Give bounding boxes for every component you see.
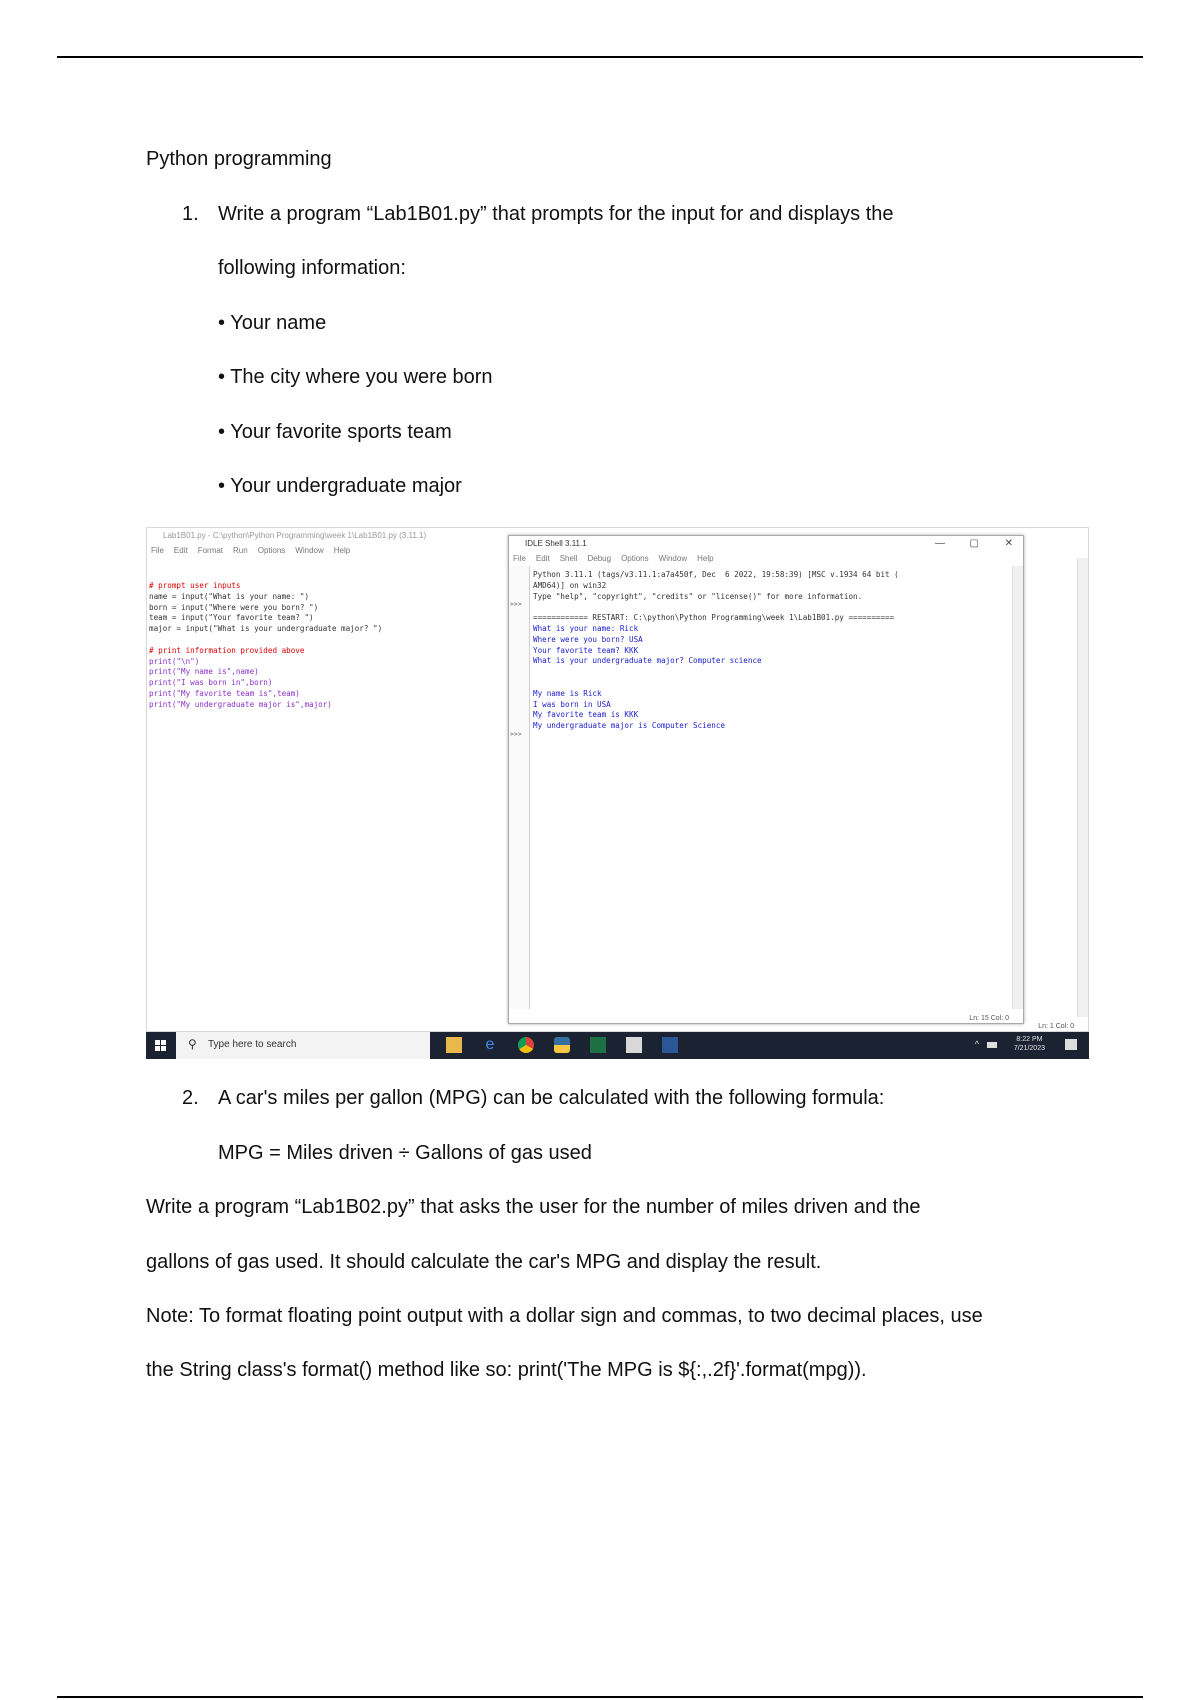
shell-menubar [509,552,720,566]
editor-menu-options[interactable]: Options [257,546,286,555]
python-icon[interactable] [554,1037,570,1053]
file-explorer-icon[interactable] [446,1037,462,1053]
q2-formula: MPG = Miles driven ÷ Gallons of gas used [218,1142,592,1164]
network-icon[interactable] [987,1042,997,1048]
shell-line: I was born in USA [533,699,611,709]
taskbar-clock[interactable] [1014,1035,1045,1053]
code-line: born = input("Where were you born? ") [149,602,319,612]
q2-para1: Write a program “Lab1B02.py” that asks the user for the number of miles driven and the [146,1196,921,1218]
page-heading: Python programming [146,148,332,170]
q1-bullet-city: • The city where you were born [218,366,493,388]
q2-para2: gallons of gas used. It should calculate the car's MPG and display the result. [146,1251,822,1273]
shell-line: What is your undergraduate major? Computer science [533,656,762,666]
code-line: print("I was born in",born) [149,678,273,688]
shell-prompt-bottom: >>> [510,730,522,738]
notification-icon[interactable] [1065,1039,1077,1050]
tray-chevron-icon[interactable]: ^ [974,1039,979,1049]
q1-bullet-major: • Your undergraduate major [218,475,462,497]
windows-taskbar [146,1032,1089,1059]
shell-menu-debug[interactable]: Debug [587,554,612,563]
shell-line: ============ RESTART: C:\python\Python Programming\week 1\Lab1B01.py ========== [533,613,895,623]
editor-scrollbar[interactable] [1077,558,1088,1017]
shell-menu-edit[interactable]: Edit [535,554,550,563]
q1-bullet-name: • Your name [218,312,327,334]
minimize-icon[interactable]: — [935,538,945,549]
clock-time: 8:22 PM [1016,1036,1043,1043]
shell-line: Where were you born? USA [533,634,643,644]
shell-menu-help[interactable]: Help [697,554,714,563]
shell-line: Python 3.11.1 (tags/v3.11.1:a7a450f, Dec 6 2022, 19:58:39) [MSC v.1934 64 bit ( [533,570,899,579]
maximize-icon[interactable]: ▢ [969,538,979,549]
shell-menu-window[interactable]: Window [658,554,688,563]
q1-line2: following information: [218,257,406,279]
chrome-icon[interactable] [518,1037,534,1053]
shell-scrollbar[interactable] [1012,566,1023,1009]
excel-icon[interactable] [590,1037,606,1053]
word-icon[interactable] [662,1037,678,1053]
shell-line: Type "help", "copyright", "credits" or "license()" for more information. [533,591,863,601]
shell-output[interactable] [533,570,899,732]
shell-line: My name is Rick [533,688,602,698]
q1-line1: Write a program “Lab1B01.py” that prompts for the input for and displays the [218,203,894,225]
q2-note1: Note: To format floating point output with a dollar sign and commas, to two decimal places, use [146,1305,983,1327]
code-line: major = input("What is your undergraduate major? ") [149,624,383,634]
idle-screenshot [146,527,1089,1059]
idle-icon[interactable] [626,1037,642,1053]
close-icon[interactable]: ✕ [1004,538,1013,549]
top-rule [57,56,1143,58]
clock-date: 7/21/2023 [1013,1045,1045,1052]
shell-menu-shell[interactable]: Shell [559,554,578,563]
shell-line: AMD64)] on win32 [533,580,607,590]
code-line: # prompt user inputs [149,581,241,590]
shell-status: Ln: 15 Col: 0 [969,1015,1009,1022]
shell-line [533,667,899,678]
shell-gutter [509,566,530,1009]
code-line: # print information provided above [149,645,305,655]
q2-note2: the String class's format() method like so: print('The MPG is ${:,.2f}'.format(mpg)). [146,1359,867,1381]
code-line: print("My name is",name) [149,667,259,677]
shell-line: My undergraduate major is Computer Science [533,721,726,731]
editor-menu-run[interactable]: Run [233,546,248,555]
editor-menu-edit[interactable]: Edit [173,546,188,555]
shell-menu-options[interactable]: Options [621,554,649,563]
q1-number: 1. [182,203,199,225]
shell-line [533,602,899,613]
editor-menubar [147,544,356,558]
shell-window [508,535,1024,1024]
code-line [149,635,382,646]
editor-title: Lab1B01.py - C:\python\Python Programming\week 1\Lab1B01.py (3.11.1) [163,531,427,540]
shell-line: My favorite team is KKK [533,710,639,720]
search-placeholder: Type here to search [208,1039,297,1050]
taskbar-search[interactable] [176,1032,430,1059]
code-line: name = input("What is your name: ") [149,591,310,601]
editor-menu-help[interactable]: Help [333,546,351,555]
shell-line [533,678,899,689]
search-icon: ⚲ [188,1037,197,1051]
editor-menu-window[interactable]: Window [295,546,324,555]
code-line: team = input("Your favorite team? ") [149,613,314,623]
code-line: print("\n") [149,656,200,666]
editor-menu-format[interactable]: Format [197,546,224,555]
code-line: print("My favorite team is",team) [149,688,300,698]
shell-prompt-top: >>> [510,600,522,608]
shell-title: IDLE Shell 3.11.1 [525,539,587,548]
editor-code[interactable] [149,581,382,711]
q2-line1: A car's miles per gallon (MPG) can be calculated with the following formula: [218,1087,885,1109]
code-line: print("My undergraduate major is",major) [149,699,332,709]
shell-line: Your favorite team? KKK [533,645,639,655]
q1-bullet-team: • Your favorite sports team [218,421,452,443]
editor-menu-file[interactable]: File [151,546,164,555]
edge-icon[interactable]: e [485,1036,495,1053]
q2-number: 2. [182,1087,199,1109]
bottom-rule [57,1696,1143,1698]
editor-status: Ln: 1 Col: 0 [1038,1023,1074,1030]
shell-line: What is your name: Rick [533,623,639,633]
shell-menu-file[interactable]: File [513,554,526,563]
windows-start-icon[interactable] [155,1040,166,1051]
